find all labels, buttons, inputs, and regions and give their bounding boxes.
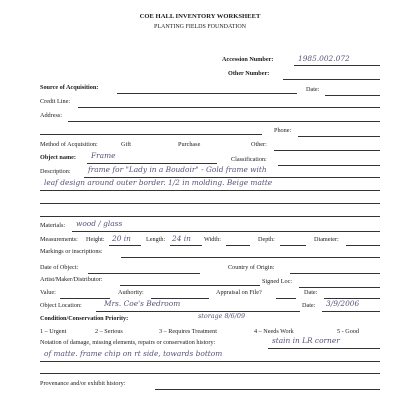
height-line bbox=[109, 245, 141, 246]
address-label: Address: bbox=[40, 112, 62, 119]
other-option-label: Other: bbox=[251, 141, 267, 148]
value-line bbox=[60, 298, 110, 299]
location-date-label: Date: bbox=[302, 302, 316, 309]
priority-3-requires-treatment: 3 – Requires Treatment bbox=[159, 328, 217, 335]
diameter-label: Diameter: bbox=[314, 236, 339, 243]
method-of-acquisition-label: Method of Acquisition: bbox=[40, 141, 98, 148]
classification-label: Classification: bbox=[231, 156, 267, 163]
authority-label: Authority: bbox=[118, 289, 144, 296]
height-label: Height: bbox=[86, 236, 105, 243]
depth-label: Depth: bbox=[258, 236, 275, 243]
accession-number-value: 1985.002.072 bbox=[298, 54, 350, 63]
location-date-value: 3/9/2006 bbox=[326, 299, 360, 308]
source-date-label: Date: bbox=[306, 86, 320, 93]
address-line-1 bbox=[68, 121, 380, 122]
country-of-origin-label: Country of Origin: bbox=[228, 264, 275, 271]
notation-label: Notation of damage, missing elements, repairs or conservation history: bbox=[40, 339, 216, 346]
gift-option: Gift bbox=[121, 141, 131, 148]
accession-number-line bbox=[294, 65, 380, 66]
object-location-value: Mrs. Coe's Bedroom bbox=[104, 299, 181, 308]
document-subtitle: PLANTING FIELDS FOUNDATION bbox=[154, 24, 246, 30]
description-label: Description: bbox=[40, 168, 71, 175]
object-location-label: Object Location: bbox=[40, 302, 82, 309]
priority-5-good: 5 - Good bbox=[337, 328, 359, 335]
materials-line bbox=[72, 231, 380, 232]
object-name-label: Object name: bbox=[40, 154, 76, 161]
description-line-2 bbox=[40, 190, 380, 191]
phone-line bbox=[298, 136, 380, 137]
appraisal-line bbox=[276, 298, 296, 299]
object-name-line bbox=[87, 163, 217, 164]
source-date-line bbox=[325, 95, 380, 96]
country-of-origin-line bbox=[290, 273, 380, 274]
signed-loc-line bbox=[299, 287, 380, 288]
measurements-label: Measurements: bbox=[40, 236, 78, 243]
markings-label: Markings or inscriptions: bbox=[40, 248, 103, 255]
notation-line-1 bbox=[268, 348, 380, 349]
notation-line-3 bbox=[40, 373, 380, 374]
source-of-acquisition-label: Source of Acquisition: bbox=[40, 84, 99, 91]
credit-line-line bbox=[78, 107, 380, 108]
other-option-line bbox=[274, 150, 380, 151]
storage-note: storage 8/6/09 bbox=[198, 312, 246, 320]
phone-label: Phone: bbox=[274, 127, 292, 134]
appraisal-label: Appraisal on File? bbox=[216, 289, 262, 296]
length-value: 24 in bbox=[172, 234, 191, 243]
signed-loc-label: Signed Loc: bbox=[262, 278, 293, 285]
length-label: Length: bbox=[146, 236, 166, 243]
purchase-option: Purchase bbox=[178, 141, 201, 148]
date-of-object-label: Date of Object: bbox=[40, 264, 79, 271]
object-name-value: Frame bbox=[91, 151, 116, 160]
priority-1-urgent: 1 – Urgent bbox=[40, 328, 67, 335]
address-line-2 bbox=[40, 134, 262, 135]
location-date-line bbox=[322, 311, 380, 312]
description-value-1: frame for "Lady in a Boudoir" - Gold frame with bbox=[88, 165, 267, 174]
depth-line bbox=[280, 245, 306, 246]
notation-value-1: stain in LR corner bbox=[272, 336, 340, 345]
markings-line bbox=[121, 257, 380, 258]
diameter-line bbox=[346, 245, 380, 246]
priority-2-serious: 2 – Serious bbox=[95, 328, 123, 335]
other-number-line bbox=[283, 79, 380, 80]
materials-value: wood / glass bbox=[76, 219, 123, 228]
notation-line-2 bbox=[40, 361, 380, 362]
artist-maker-label: Artist/Maker/Distributor: bbox=[40, 276, 103, 283]
provenance-line bbox=[155, 389, 380, 390]
height-value: 20 in bbox=[112, 234, 131, 243]
length-line bbox=[170, 245, 202, 246]
date-of-object-line bbox=[88, 273, 200, 274]
description-value-2: leaf design around outer border. 1/2 in molding. Beige matte bbox=[44, 178, 273, 187]
accession-number-label: Accession Number: bbox=[222, 56, 274, 63]
value-label: Value: bbox=[40, 289, 56, 296]
source-of-acquisition-line bbox=[117, 93, 297, 94]
description-line-4 bbox=[40, 216, 380, 217]
document-title: COE HALL INVENTORY WORKSHEET bbox=[139, 13, 261, 20]
condition-priority-label: Condition/Conservation Priority: bbox=[40, 315, 129, 322]
notation-value-2: of matte. frame chip on rt side, towards bottom bbox=[44, 349, 223, 358]
provenance-label: Provenance and/or exhibit history: bbox=[40, 380, 126, 387]
credit-line-label: Credit Line: bbox=[40, 98, 71, 105]
artist-maker-line bbox=[120, 285, 260, 286]
width-line bbox=[226, 245, 250, 246]
description-line-3 bbox=[40, 203, 380, 204]
priority-4-needs-work: 4 – Needs Work bbox=[254, 328, 294, 335]
classification-line bbox=[278, 165, 380, 166]
other-number-label: Other Number: bbox=[228, 70, 270, 77]
width-label: Width: bbox=[204, 236, 221, 243]
materials-label: Materials: bbox=[40, 222, 66, 229]
appraisal-date-label: Date: bbox=[304, 289, 318, 296]
